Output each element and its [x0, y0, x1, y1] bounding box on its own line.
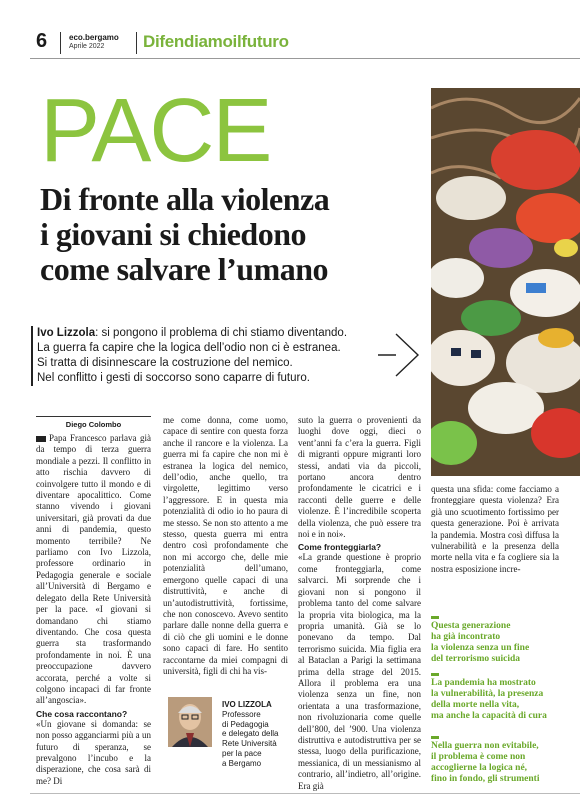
standfirst-line: Ivo Lizzola: si pongono il problema di chi stiamo diventando. — [37, 327, 348, 339]
bio-line: a Bergamo — [222, 758, 262, 768]
bio-line: Rete Università — [222, 739, 277, 749]
bio-line: di Pedagogia — [222, 719, 269, 729]
article-column-3 — [298, 415, 421, 792]
pull-quote: La pandemia ha mostrato la vulnerabilità, la presenza della morte nella vita, ma anche la capacità di cura — [431, 673, 571, 722]
kicker: PACE — [40, 81, 271, 181]
interview-question: Che cosa raccontano? — [36, 708, 128, 719]
paragraph: suto la guerra o provenienti da luoghi dove oggi, dieci o vent’anni fa c’era la guerra. Figli di migranti oppure migranti loro stessi, andati via da piccoli, portano ancora dentro profondamente le cicatrici e i racconti delle guerre e delle violenze. È l’incredibile scoperta della violenza, che può essere tra noi e in noi». — [298, 415, 421, 540]
article-column-1 — [36, 433, 151, 787]
bio-line: Professore — [222, 709, 261, 719]
standfirst-line: Nel conflitto i gesti di soccorso sono caparre di futuro. — [37, 372, 310, 384]
standfirst — [37, 326, 377, 386]
header-divider — [136, 32, 137, 54]
article-column-2 — [163, 415, 288, 677]
interview-question: Come fronteggiarla? — [298, 542, 382, 553]
header-rule — [30, 58, 580, 59]
page-number: 6 — [36, 30, 48, 52]
author-bio — [222, 700, 290, 769]
article-column-4 — [431, 484, 559, 575]
footer-rule — [30, 793, 580, 794]
brand-name: eco.bergamo — [69, 33, 119, 42]
issue-date: Aprile 2022 — [69, 43, 105, 50]
author-name: IVO LIZZOLA — [222, 700, 272, 709]
standfirst-bar — [31, 326, 33, 386]
paragraph: questa una sfida: come facciamo a fronteggiare questa violenza? Era già uno scuotimento fortissimo per questa generazione. Poi è arrivata la pandemia. Mostra così diffusa la vulnerabilità e la presenza della morte nella vita e fa cogliere sia la nostra esposizione incre- — [431, 484, 559, 574]
header-divider — [60, 32, 61, 54]
standfirst-name: Ivo Lizzola — [37, 327, 96, 339]
pull-quote: Nella guerra non evitabile, il problema è come non accoglierne la logica né, fino in fondo, gli strumenti — [431, 736, 571, 785]
headline-line: come salvare l’umano — [40, 251, 329, 287]
quote-marker — [431, 616, 439, 619]
quote-marker — [431, 673, 439, 676]
headline-line: i giovani si chiedono — [40, 216, 306, 252]
bio-line: per la pace — [222, 748, 262, 758]
quote-marker — [431, 736, 439, 739]
article-photo — [431, 88, 580, 476]
author-portrait — [168, 697, 212, 747]
paragraph: Papa Francesco parlava già da tempo di terza guerra mondiale a pezzi. Il conflitto in atto rischia davvero di coinvolgere tutto il mondo e di diventare apocalittico. Come stanno vivendo i giovani universitari, già provati da due anni di pandemia, questo momento terribile? Ne parliamo con Ivo Lizzola, professore ordinario in Pedagogia generale e sociale all’Università di Bergamo e delegato della Rete Università per la pace. «I giovani si domandano chi stiamo diventando. Che cosa questa guerra sta trasformando profondamente in noi. È una preoccupazione davvero accorata, perché a volte si colgono incapaci di far fronte all’angoscia». — [36, 433, 151, 706]
paragraph: me come donna, come uomo, capace di sentire con questa forza anche il rancore e la violenza. La guerra mi fa capire che non mi è estranea la logica del nemico, dell’odio, anche quello, tra virgolette, legittimo verso l’aggressore. E in questa mia potenzialità di odio io ho paura di me stesso. Se non sto attento a me stesso, questa guerra mi entra dentro così profondamente che non mi accorgo che, delle mie potenzialità dell’umano, emergono quelle capaci di una distruttività, e anche di un’autodistruttività, fortissime, che non conoscevo. Avevo sentito parlare dalle nonne della guerra e di ciò che gli uomini e le donne sono capaci di fare. Ho sentito raccontarne da miei compagni di università, figli di chi ha vis- — [163, 415, 288, 676]
chevron-arrow-icon — [376, 332, 420, 383]
headline — [40, 182, 440, 287]
byline-rule — [36, 416, 151, 417]
headline-line: Di fronte alla violenza — [40, 181, 330, 217]
byline: Diego Colombo — [65, 420, 122, 429]
bio-line: e delegato della — [222, 729, 279, 739]
section-title: Difendiamoilfuturo — [143, 32, 289, 51]
paragraph: «La grande questione è proprio come fronteggiarla, come salvarci. Mi sorprende che i giovani non si pongono il problema tanto del come salvare la propria vita biologica, ma la propria umanità. Già se lo ponevano da tempo. Dal terrorismo suicida. Mia figlia era al Bataclan a Parigi la settimana prima della strage del 2015. Allora il problema era una violenza senza un fine, non orientata a una trasformazione, non rivoluzionaria come quelle dell’800, del ’900. Una violenza distruttiva e autodistruttiva per se stessa, luogo della purificazione, messianica, di un messianismo al contrario, all’indietro, all’origine. Era già — [298, 552, 421, 791]
standfirst-line: Si tratta di disinnescare la costruzione del nemico. — [37, 357, 293, 369]
paragraph: «Un giovane si domanda: se non posso agganciarmi più a un futuro di speranza, se prevalgono l’incubo e la disperazione, che cosa sarà di me? Di — [36, 718, 151, 786]
painted-stones-image — [431, 88, 580, 476]
pull-quote: Questa generazione ha già incontrato la violenza senza un fine del terrorismo suicida — [431, 616, 571, 665]
standfirst-line: La guerra fa capire che la logica dell’odio non ci è estranea. — [37, 342, 341, 354]
start-marker — [36, 436, 46, 442]
